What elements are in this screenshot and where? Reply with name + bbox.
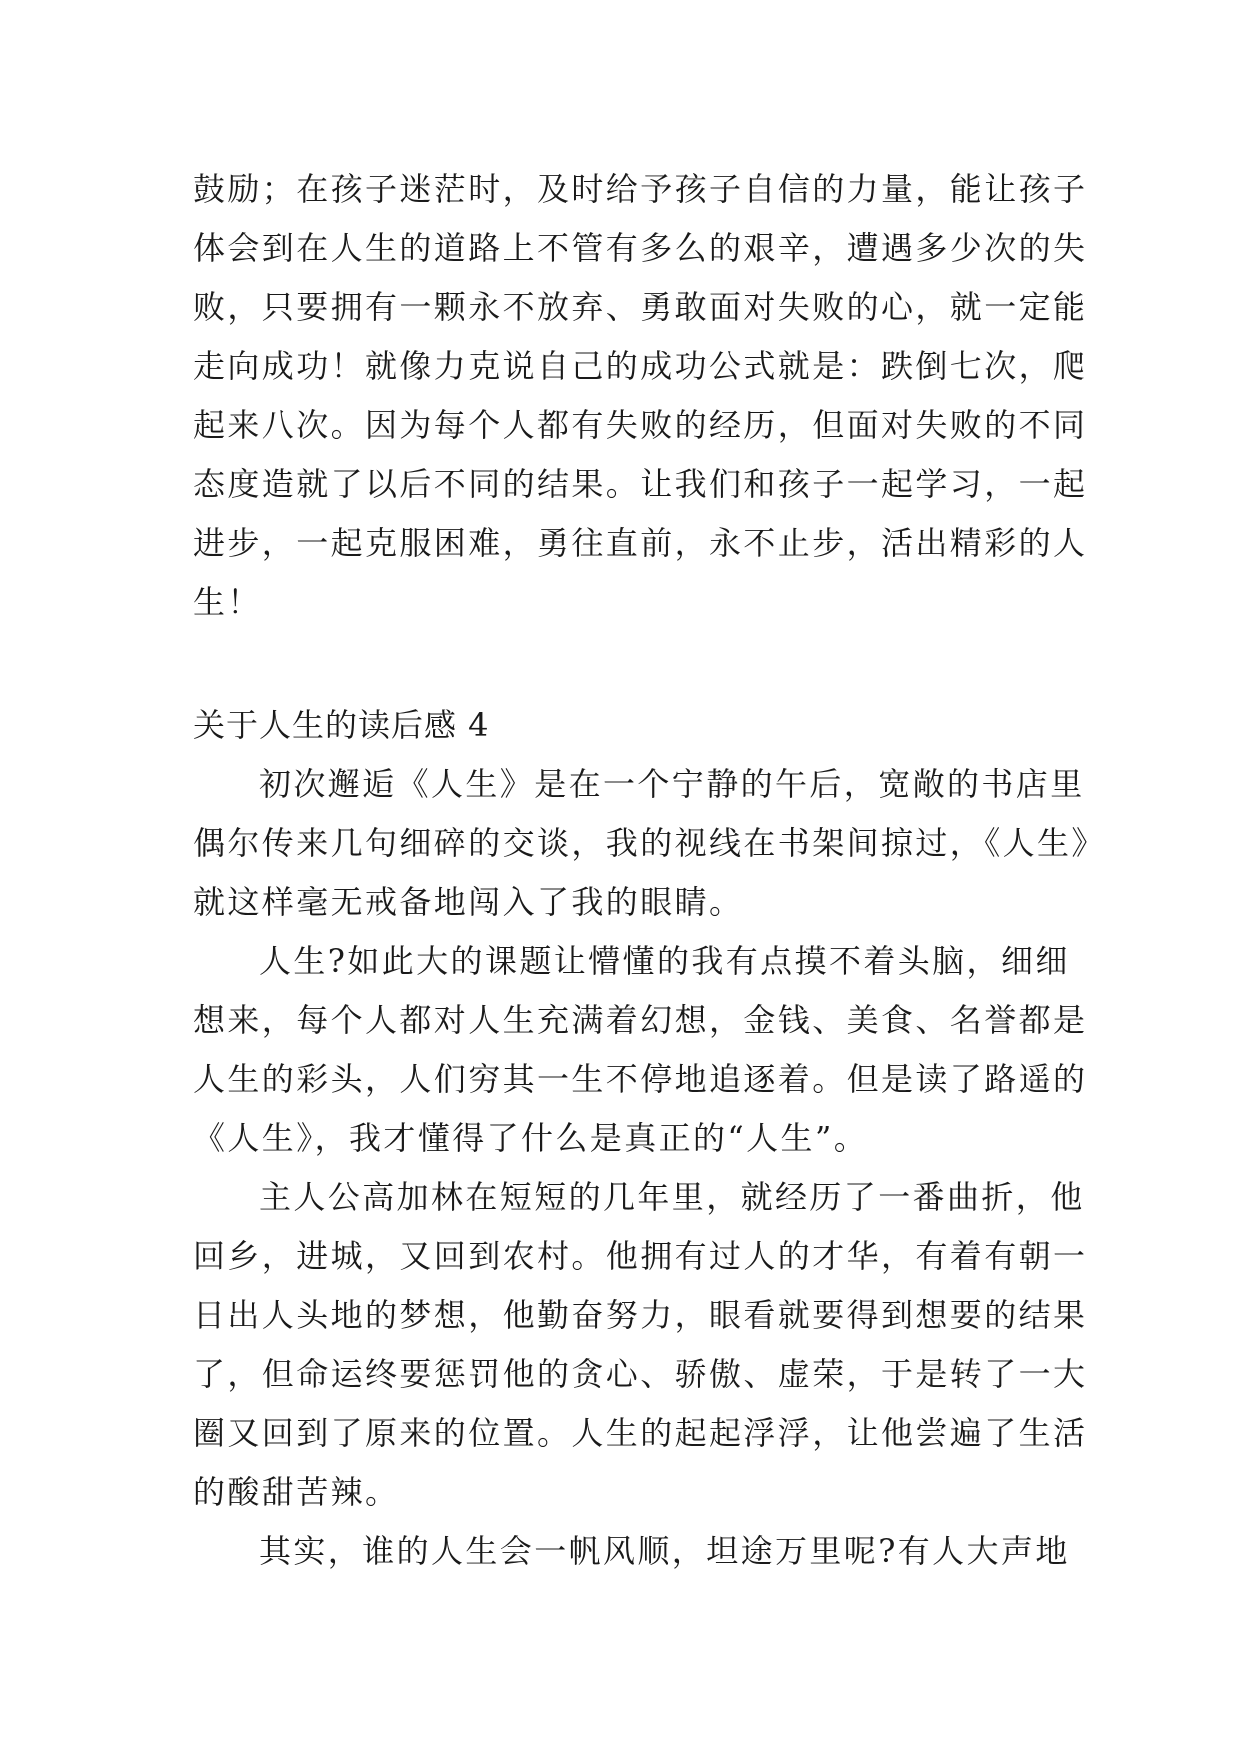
continuation-paragraph bbox=[193, 160, 1088, 632]
text-line: 败，只要拥有一颗永不放弃、勇敢面对失败的心，就一定能 bbox=[193, 288, 1088, 326]
section-spacer bbox=[193, 632, 1063, 696]
text-line: 《人生》，我才懂得了什么是真正的“人生”。 bbox=[193, 1119, 869, 1157]
text-line: 了，但命运终要惩罚他的贪心、骄傲、虚荣，于是转了一大 bbox=[193, 1355, 1088, 1393]
text-line: 就这样毫无戒备地闯入了我的眼睛。 bbox=[193, 883, 744, 921]
text-line: 起来八次。因为每个人都有失败的经历，但面对失败的不同 bbox=[193, 406, 1088, 444]
paragraph-4 bbox=[193, 1522, 1070, 1581]
text-line: 体会到在人生的道路上不管有多么的艰辛，遭遇多少次的失 bbox=[193, 229, 1088, 267]
paragraph-1 bbox=[193, 755, 1106, 932]
text-line: 主人公高加林在短短的几年里，就经历了一番曲折，他 bbox=[259, 1178, 1085, 1216]
text-line: 回乡，进城，又回到农村。他拥有过人的才华，有着有朝一 bbox=[193, 1237, 1088, 1275]
text-line: 人生的彩头，人们穷其一生不停地追逐着。但是读了路遥的 bbox=[193, 1060, 1088, 1098]
text-line: 态度造就了以后不同的结果。让我们和孩子一起学习，一起 bbox=[193, 465, 1088, 503]
text-line: 鼓励；在孩子迷茫时，及时给予孩子自信的力量，能让孩子 bbox=[193, 170, 1088, 208]
text-line: 圈又回到了原来的位置。人生的起起浮浮，让他尝遍了生活 bbox=[193, 1414, 1088, 1452]
text-line: 其实，谁的人生会一帆风顺，坦途万里呢?有人大声地 bbox=[259, 1532, 1070, 1570]
text-line: 人生?如此大的课题让懵懂的我有点摸不着头脑，细细 bbox=[259, 942, 1070, 980]
text-line: 日出人头地的梦想，他勤奋努力，眼看就要得到想要的结果 bbox=[193, 1296, 1088, 1334]
text-line: 的酸甜苦辣。 bbox=[193, 1473, 400, 1511]
text-line: 初次邂逅《人生》是在一个宁静的午后，宽敞的书店里 bbox=[259, 765, 1085, 803]
text-line: 偶尔传来几句细碎的交谈，我的视线在书架间掠过，《人生》 bbox=[193, 824, 1106, 862]
text-line: 生！ bbox=[193, 583, 262, 621]
paragraph-2 bbox=[193, 932, 1088, 1168]
text-line: 想来，每个人都对人生充满着幻想，金钱、美食、名誉都是 bbox=[193, 1001, 1088, 1039]
text-line: 进步，一起克服困难，勇往直前，永不止步，活出精彩的人 bbox=[193, 524, 1088, 562]
text-line: 走向成功！就像力克说自己的成功公式就是：跌倒七次，爬 bbox=[193, 347, 1088, 385]
document-body bbox=[193, 160, 1106, 1581]
section-4 bbox=[193, 696, 1106, 1581]
paragraph-3 bbox=[193, 1168, 1088, 1522]
section-title: 关于人生的读后感 4 bbox=[193, 706, 490, 744]
